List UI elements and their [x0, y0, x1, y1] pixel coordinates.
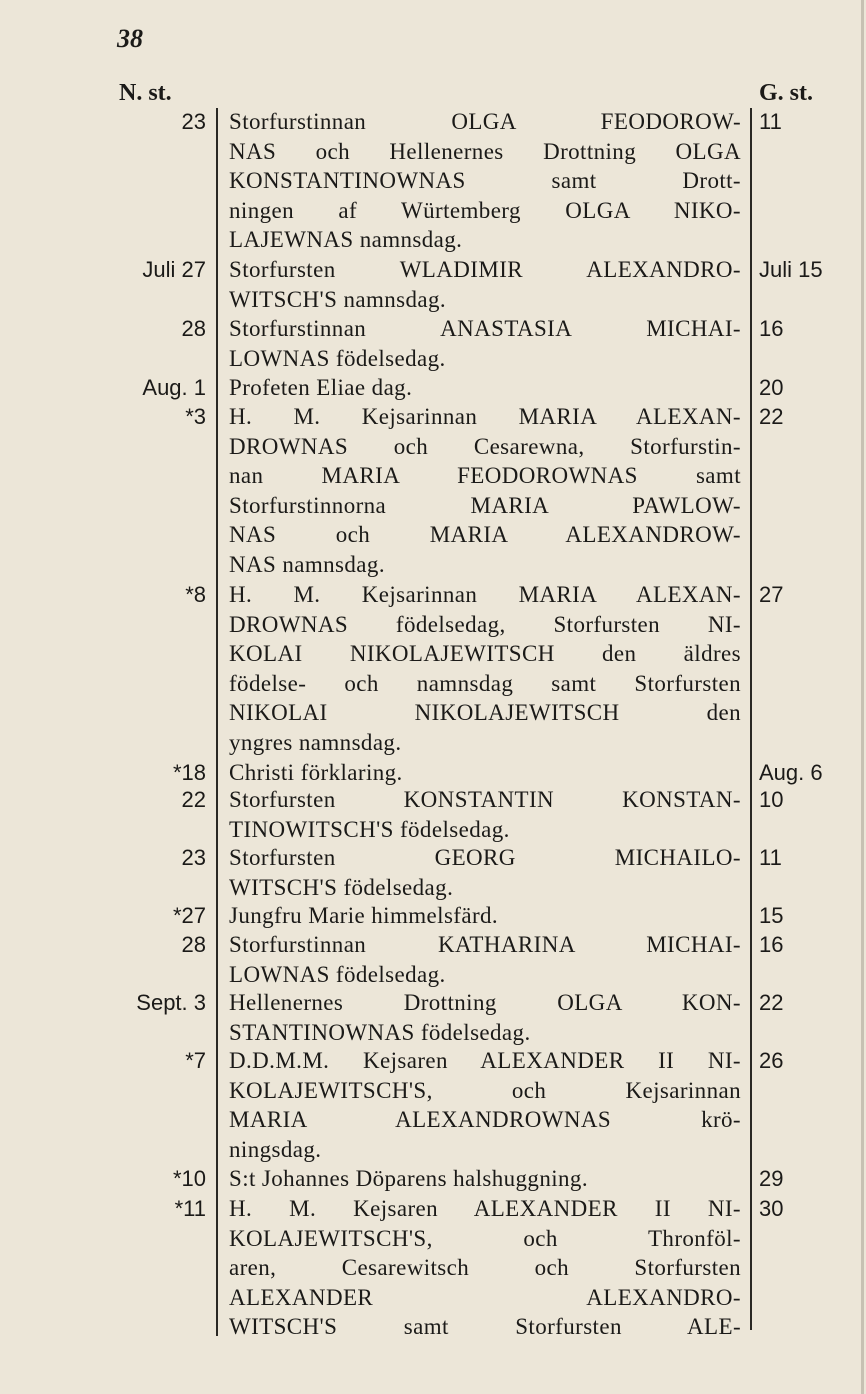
entry-line: [0, 582, 866, 612]
calendar-entry: [0, 404, 866, 581]
entry-text: H. M. Kejsaren ALEXANDER II NI-: [229, 1196, 741, 1221]
entry-text: yngres namnsdag.: [229, 729, 402, 755]
old-style-date: 22: [759, 990, 784, 1015]
new-style-date: 23: [181, 109, 206, 134]
entry-text: STANTINOWNAS födelsedag.: [229, 1019, 531, 1045]
entry-line: [0, 700, 866, 730]
page-number: 38: [117, 24, 143, 53]
entry-line: [0, 760, 866, 789]
entry-text: H. M. Kejsarinnan MARIA ALEXAN-: [229, 582, 741, 607]
entry-line: [0, 845, 866, 875]
old-style-date: 29: [759, 1166, 784, 1191]
entry-line: [0, 1226, 866, 1256]
entry-line: [0, 730, 866, 760]
entry-line: [0, 990, 866, 1020]
entry-text: aren, Cesarewitsch och Storfursten: [229, 1255, 741, 1280]
entry-text: Storfursten KONSTANTIN KONSTAN-: [229, 787, 741, 812]
entry-line: [0, 1314, 866, 1344]
entry-text: KONSTANTINOWNAS samt Drott-: [229, 168, 741, 193]
old-style-date: 16: [759, 316, 784, 341]
old-style-date: 15: [759, 903, 784, 928]
entry-text: LAJEWNAS namnsdag.: [229, 227, 463, 252]
old-style-date: 11: [759, 109, 782, 134]
header-new-style: N. st.: [119, 80, 172, 106]
entry-text: NAS namnsdag.: [229, 551, 385, 577]
new-style-date: *27: [172, 903, 206, 928]
entry-text: KOLAJEWITSCH'S, och Kejsarinnan: [229, 1077, 741, 1103]
entry-line: [0, 552, 866, 582]
calendar-entry: [0, 582, 866, 759]
new-style-date: *11: [174, 1196, 206, 1221]
entry-line: [0, 612, 866, 642]
entry-text: födelse- och namnsdag samt Storfursten: [229, 670, 741, 696]
entry-line: [0, 1285, 866, 1315]
entry-line: [0, 522, 866, 552]
entry-text: Jungfru Marie himmelsfärd.: [229, 903, 499, 928]
entry-text: Hellenernes Drottning OLGA KON-: [229, 990, 741, 1015]
old-style-date: 20: [759, 375, 784, 400]
new-style-date: 22: [181, 787, 206, 812]
entry-line: [0, 1107, 866, 1137]
new-style-date: *8: [185, 582, 206, 607]
calendar-entry: [0, 109, 866, 257]
entry-line: [0, 168, 866, 198]
entry-text: TINOWITSCH'S födelsedag.: [229, 816, 510, 842]
entry-line: [0, 139, 866, 169]
calendar-entry: [0, 375, 866, 404]
old-style-date: 11: [759, 845, 782, 870]
entry-line: [0, 287, 866, 317]
entry-text: Storfurstinnorna MARIA PAWLOW-: [229, 492, 741, 518]
new-style-date: *18: [172, 760, 206, 785]
entry-line: [0, 404, 866, 434]
entry-line: [0, 1255, 866, 1285]
old-style-date: Juli 15: [759, 257, 823, 282]
entry-line: [0, 1020, 866, 1050]
entry-text: Storfursten GEORG MICHAILO-: [229, 845, 741, 870]
new-style-date: Sept. 3: [136, 990, 206, 1015]
entry-text: DROWNAS födelsedag, Storfursten NI-: [229, 611, 741, 637]
entry-text: NAS och Hellenernes Drottning OLGA: [229, 138, 741, 164]
entry-line: [0, 463, 866, 493]
entry-text: S:t Johannes Döparens halshuggning.: [229, 1166, 588, 1191]
calendar-entry: [0, 1048, 866, 1166]
entry-line: [0, 641, 866, 671]
entry-text: WITSCH'S födelsedag.: [229, 874, 454, 900]
header-old-style: G. st.: [759, 80, 813, 106]
entry-line: [0, 1078, 866, 1108]
calendar-entry: [0, 257, 866, 316]
old-style-date: 26: [759, 1048, 784, 1073]
new-style-date: Juli 27: [142, 257, 206, 282]
calendar-entry: [0, 1196, 866, 1344]
old-style-date: 22: [759, 404, 784, 429]
calendar-entry: [0, 787, 866, 846]
new-style-date: *3: [185, 404, 206, 429]
entry-text: ningsdag.: [229, 1136, 322, 1162]
entry-text: H. M. Kejsarinnan MARIA ALEXAN-: [229, 404, 741, 429]
entry-line: [0, 346, 866, 376]
new-style-date: Aug. 1: [142, 375, 206, 400]
entry-text: ALEXANDER ALEXANDRO-: [229, 1284, 741, 1310]
entry-text: NIKOLAI NIKOLAJEWITSCH den: [229, 700, 741, 725]
entry-line: [0, 671, 866, 701]
entry-line: [0, 375, 866, 404]
entry-text: ningen af Würtemberg OLGA NIKO-: [229, 197, 741, 223]
old-style-date: 27: [759, 582, 784, 607]
entry-text: Storfursten WLADIMIR ALEXANDRO-: [229, 257, 741, 282]
entry-line: [0, 109, 866, 139]
entry-line: [0, 257, 866, 287]
entry-line: [0, 198, 866, 228]
entry-text: WITSCH'S namnsdag.: [229, 286, 447, 312]
entry-line: [0, 316, 866, 346]
entry-text: WITSCH'S samt Storfursten ALE-: [229, 1314, 741, 1339]
entry-text: Christi förklaring.: [229, 760, 403, 785]
entry-line: [0, 875, 866, 905]
calendar-entry: [0, 760, 866, 789]
new-style-date: 28: [181, 316, 206, 341]
old-style-date: 16: [759, 932, 784, 957]
entry-line: [0, 903, 866, 932]
calendar-entry: [0, 316, 866, 375]
old-style-date: Aug. 6: [759, 760, 823, 785]
entry-line: [0, 1196, 866, 1226]
entry-text: Storfurstinnan OLGA FEODOROW-: [229, 109, 741, 134]
entry-text: Profeten Eliae dag.: [229, 375, 413, 400]
new-style-date: 28: [181, 932, 206, 957]
old-style-date: 10: [759, 787, 784, 812]
entry-text: KOLAI NIKOLAJEWITSCH den äldres: [229, 641, 741, 666]
old-style-date: 30: [759, 1196, 784, 1221]
new-style-date: *7: [185, 1048, 206, 1073]
entry-text: nan MARIA FEODOROWNAS samt: [229, 463, 741, 488]
entry-line: [0, 227, 866, 257]
entry-line: [0, 932, 866, 962]
entry-line: [0, 817, 866, 847]
calendar-entry: [0, 990, 866, 1049]
entry-line: [0, 1166, 866, 1195]
new-style-date: 23: [181, 845, 206, 870]
entry-text: DROWNAS och Cesarewna, Storfurstin-: [229, 433, 741, 459]
entry-text: NAS och MARIA ALEXANDROW-: [229, 522, 741, 547]
entry-text: LOWNAS födelsedag.: [229, 961, 446, 987]
entry-line: [0, 1137, 866, 1167]
entry-line: [0, 434, 866, 464]
entry-line: [0, 962, 866, 992]
calendar-entry: [0, 1166, 866, 1195]
new-style-date: *10: [172, 1166, 206, 1191]
entry-text: Storfurstinnan KATHARINA MICHAI-: [229, 932, 741, 957]
entry-line: [0, 493, 866, 523]
calendar-entry: [0, 932, 866, 991]
calendar-entry: [0, 845, 866, 904]
entry-line: [0, 1048, 866, 1078]
entry-text: Storfurstinnan ANASTASIA MICHAI-: [229, 316, 741, 341]
entry-text: LOWNAS födelsedag.: [229, 345, 446, 371]
entry-text: MARIA ALEXANDROWNAS krö-: [229, 1107, 741, 1132]
entry-text: D.D.M.M. Kejsaren ALEXANDER II NI-: [229, 1048, 741, 1073]
calendar-entry: [0, 903, 866, 932]
entry-line: [0, 787, 866, 817]
entry-text: KOLAJEWITSCH'S, och Thronföl-: [229, 1225, 741, 1251]
